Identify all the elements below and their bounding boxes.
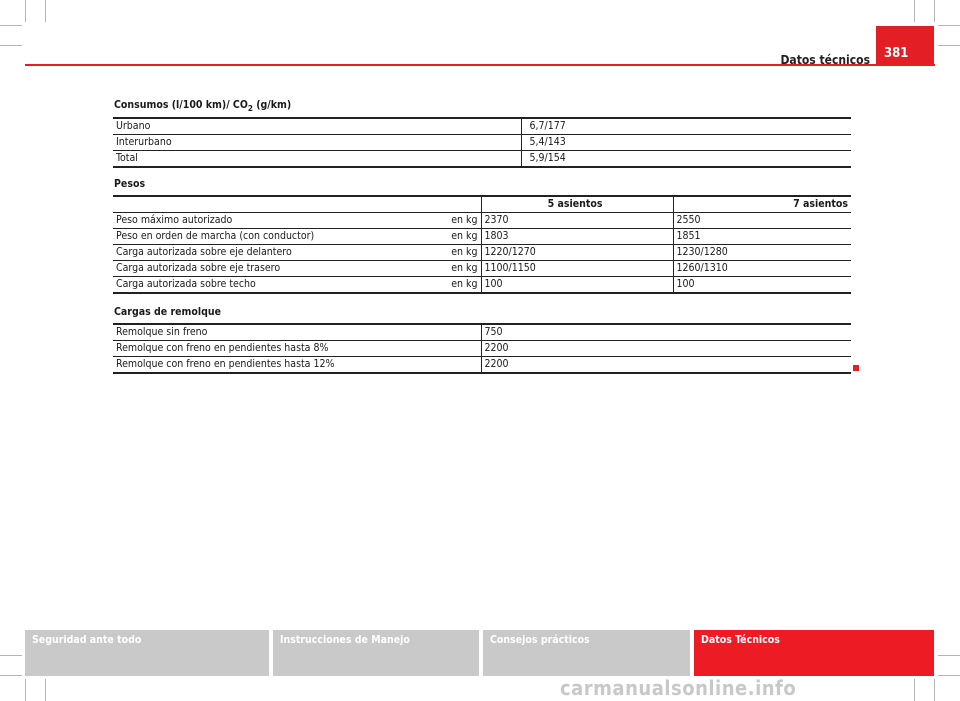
- unit-label: en kg: [451, 214, 478, 226]
- crop-mark: [0, 675, 22, 676]
- crop-mark: [25, 679, 26, 701]
- table-header-row: [113, 196, 851, 213]
- footer-tab-label: Seguridad ante todo: [32, 634, 142, 646]
- table-cell: 750: [481, 324, 851, 341]
- table-cell: Remolque con freno en pendientes hasta 8%: [113, 341, 481, 357]
- unit-label: en kg: [451, 230, 478, 242]
- crop-mark: [0, 655, 22, 656]
- watermark: carmanualsonline.info: [560, 676, 797, 700]
- footer-tab-label: Datos Técnicos: [701, 634, 780, 646]
- table-cell: Remolque con freno en pendientes hasta 12%: [113, 357, 481, 374]
- col-header-7-asientos: 7 asientos: [673, 196, 851, 213]
- table-cell: Carga autorizada sobre eje delantero en kg: [113, 245, 481, 261]
- crop-mark: [914, 0, 915, 22]
- page-number-box: [876, 26, 934, 65]
- page-number: 381: [884, 46, 909, 61]
- crop-mark: [45, 0, 46, 22]
- table-cell: 1260/1310: [673, 261, 851, 277]
- remolque-title: Cargas de remolque: [114, 306, 222, 318]
- consumos-title-prefix: Consumos (l/100 km)/ CO: [114, 99, 248, 111]
- crop-mark: [934, 679, 935, 701]
- pesos-table: [113, 195, 851, 294]
- consumos-title-suffix: (g/km): [252, 99, 292, 111]
- consumos-table: [113, 117, 851, 168]
- table-row: [113, 229, 851, 245]
- table-cell: Peso en orden de marcha (con conductor) en kg: [113, 229, 481, 245]
- unit-label: en kg: [451, 278, 478, 290]
- table-row: [113, 261, 851, 277]
- footer-tab-label: Instrucciones de Manejo: [280, 634, 410, 646]
- table-cell: [113, 196, 481, 213]
- table-cell: Remolque sin freno: [113, 324, 481, 341]
- consumos-title: [114, 99, 291, 113]
- col-header-5-asientos: 5 asientos: [481, 196, 673, 213]
- table-cell: 5,9/154: [521, 151, 851, 168]
- consumos-title-sub: 2: [247, 104, 253, 114]
- unit-label: en kg: [451, 246, 478, 258]
- table-row: [113, 357, 851, 374]
- table-row: [113, 341, 851, 357]
- table-row: [113, 277, 851, 294]
- table-cell: 1851: [673, 229, 851, 245]
- table-row: [113, 213, 851, 229]
- table-cell: 5,4/143: [521, 135, 851, 151]
- table-cell: Urbano: [113, 118, 521, 135]
- crop-mark: [938, 675, 960, 676]
- table-cell: Peso máximo autorizado en kg: [113, 213, 481, 229]
- table-cell: Interurbano: [113, 135, 521, 151]
- footer-tab-seguridad[interactable]: [25, 630, 269, 676]
- table-row: [113, 245, 851, 261]
- table-cell: 1100/1150: [481, 261, 673, 277]
- end-marker-icon: [853, 365, 859, 371]
- table-cell: 2370: [481, 213, 673, 229]
- table-row: [113, 118, 851, 135]
- remolque-table: [113, 323, 851, 374]
- crop-mark: [934, 0, 935, 22]
- table-row: [113, 135, 851, 151]
- table-cell: Carga autorizada sobre techo en kg: [113, 277, 481, 294]
- table-cell: Carga autorizada sobre eje trasero en kg: [113, 261, 481, 277]
- unit-label: en kg: [451, 262, 478, 274]
- page-title: Datos técnicos: [780, 53, 870, 67]
- crop-mark: [938, 45, 960, 46]
- crop-mark: [938, 25, 960, 26]
- crop-mark: [938, 655, 960, 656]
- table-cell: 1230/1280: [673, 245, 851, 261]
- pesos-title: Pesos: [114, 178, 146, 190]
- table-cell: 1803: [481, 229, 673, 245]
- table-cell: 100: [481, 277, 673, 294]
- crop-mark: [45, 679, 46, 701]
- crop-mark: [0, 45, 22, 46]
- footer-tab-label: Consejos prácticos: [490, 634, 590, 646]
- table-cell: 100: [673, 277, 851, 294]
- footer-tab-consejos[interactable]: [483, 630, 690, 676]
- table-row: [113, 151, 851, 168]
- table-cell: 6,7/177: [521, 118, 851, 135]
- footer-tab-instrucciones[interactable]: [273, 630, 479, 676]
- table-cell: Total: [113, 151, 521, 168]
- table-cell: 1220/1270: [481, 245, 673, 261]
- table-cell: 2200: [481, 341, 851, 357]
- table-cell: 2550: [673, 213, 851, 229]
- crop-mark: [25, 0, 26, 22]
- crop-mark: [0, 25, 22, 26]
- footer-tab-datos-tecnicos[interactable]: [694, 630, 934, 676]
- table-cell: 2200: [481, 357, 851, 374]
- table-row: [113, 324, 851, 341]
- crop-mark: [914, 679, 915, 701]
